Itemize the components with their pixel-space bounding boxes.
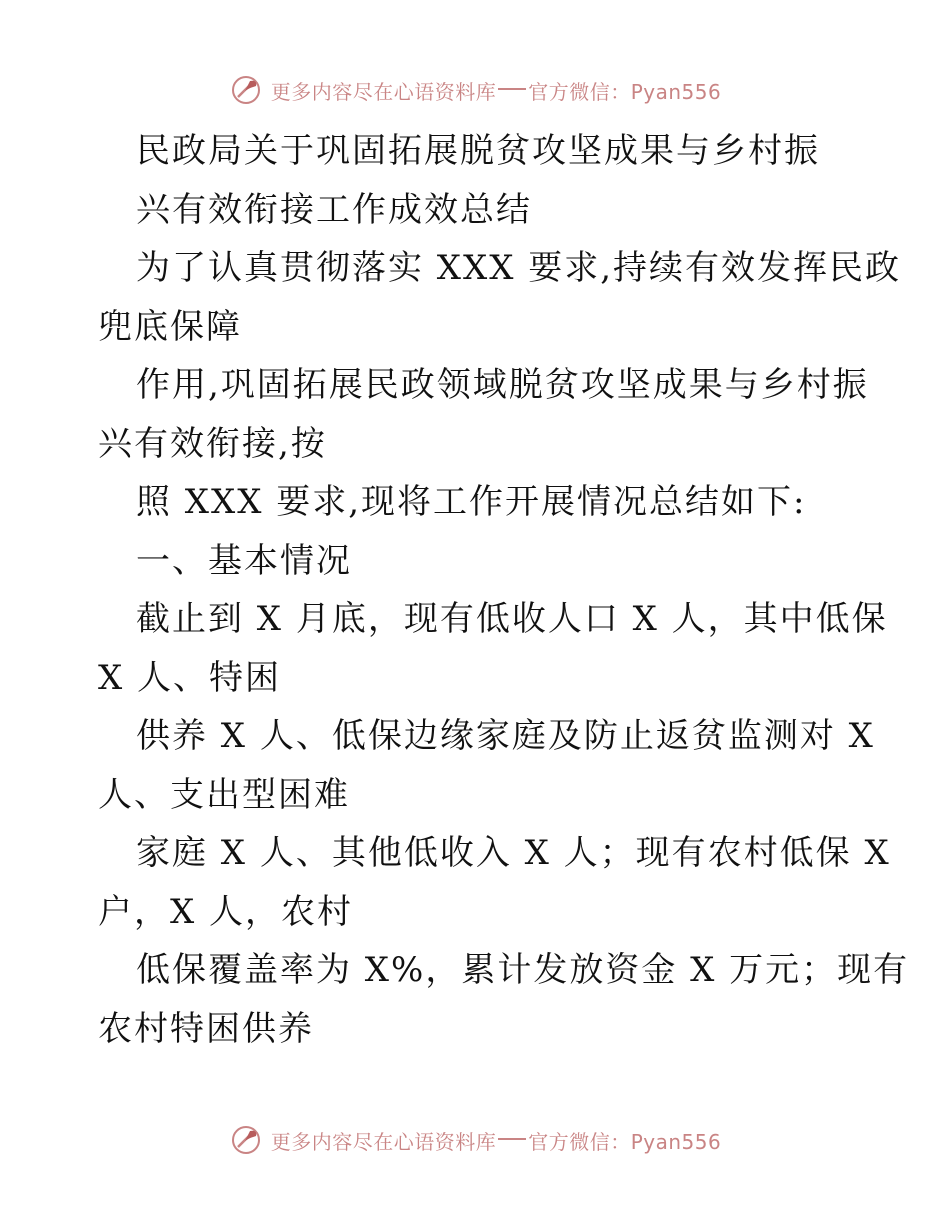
- body-line: 供养 X 人、低保边缘家庭及防止返贫监测对 X: [136, 716, 875, 756]
- body-line: 户，X 人，农村: [98, 891, 354, 932]
- body-line: 照 XXX 要求,现将工作开展情况总结如下:: [136, 482, 807, 522]
- watermark-dash: [498, 88, 526, 90]
- body-line: X 人、特困: [98, 657, 282, 698]
- document-title-line-1: 民政局关于巩固拓展脱贫攻坚成果与乡村振: [136, 131, 820, 171]
- body-line: 兜底保障: [98, 306, 242, 347]
- header-watermark: [0, 70, 950, 110]
- section-heading: 一、基本情况: [136, 540, 352, 581]
- watermark-dash: [498, 1138, 526, 1140]
- body-line: 人、支出型困难: [98, 774, 350, 815]
- watermark-tail-text: 官方微信：Pyan556: [528, 1129, 722, 1154]
- body-line: 农村特困供养: [98, 1008, 314, 1049]
- quill-logo-icon: [229, 73, 263, 107]
- body-line: 作用,巩固拓展民政领域脱贫攻坚成果与乡村振: [136, 365, 869, 405]
- document-title-line-2: 兴有效衔接工作成效总结: [136, 189, 532, 230]
- watermark-lead-text: 更多内容尽在心语资料库: [270, 1129, 497, 1154]
- watermark-lead-text: 更多内容尽在心语资料库: [270, 79, 497, 104]
- body-line: 为了认真贯彻落实 XXX 要求,持续有效发挥民政: [136, 248, 902, 288]
- document-body: [98, 122, 910, 1058]
- body-line: 家庭 X 人、其他低收入 X 人；现有农村低保 X: [136, 833, 891, 873]
- body-line: 低保覆盖率为 X%，累计发放资金 X 万元；现有: [136, 950, 910, 990]
- body-line: 兴有效衔接,按: [98, 423, 327, 464]
- watermark-tail-text: 官方微信：Pyan556: [528, 79, 722, 104]
- quill-logo-icon: [229, 1123, 263, 1157]
- footer-watermark: [0, 1120, 950, 1160]
- body-line: 截止到 X 月底，现有低收人口 X 人，其中低保: [136, 599, 888, 639]
